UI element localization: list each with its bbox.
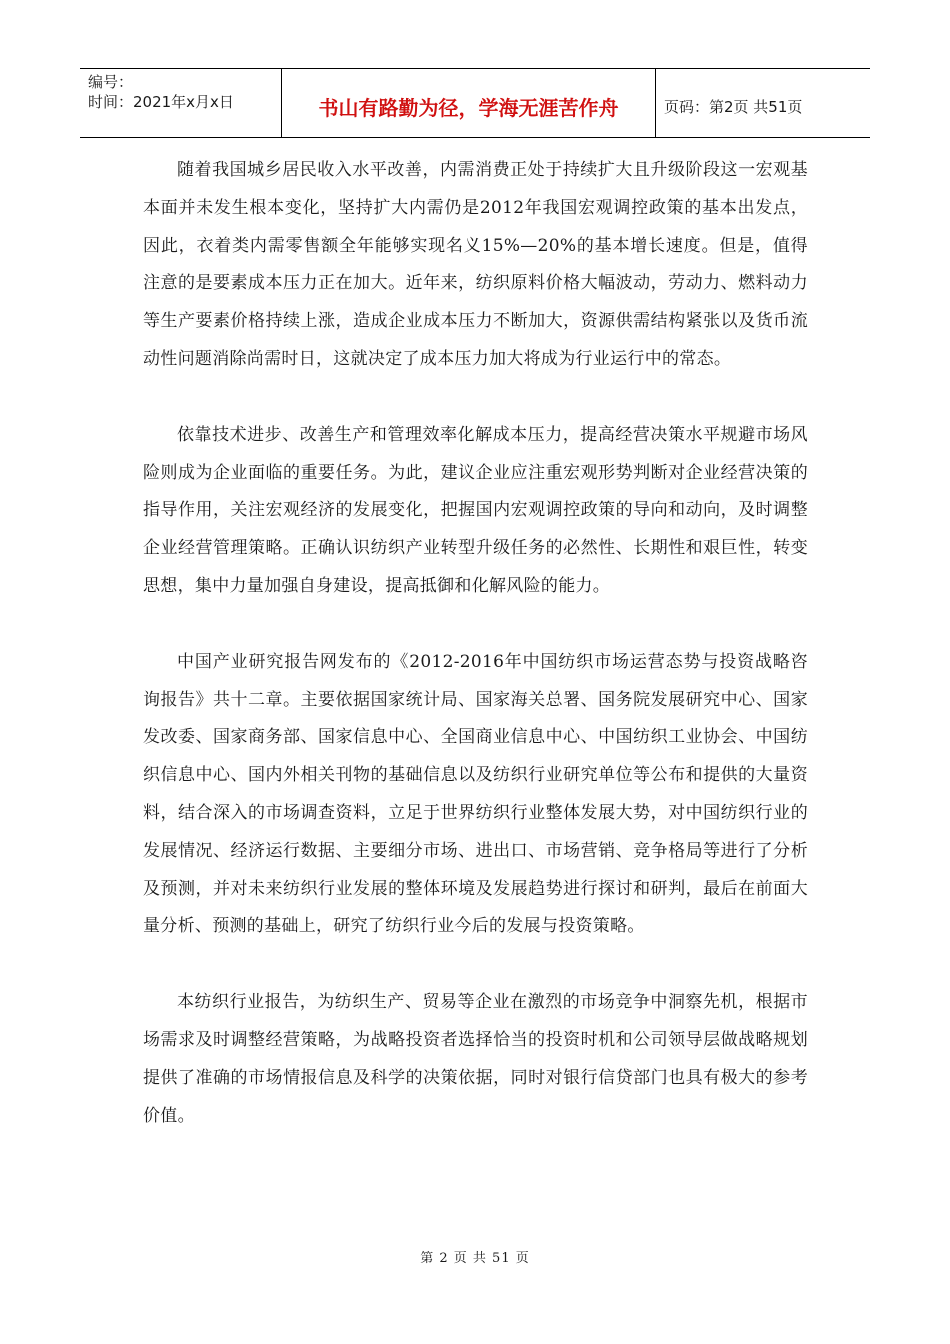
page-header bbox=[80, 68, 870, 138]
page-footer: 第 2 页 共 51 页 bbox=[420, 1251, 530, 1266]
header-page-info: 页码：第2页 共51页 bbox=[664, 97, 803, 116]
paragraph-3: 中国产业研究报告网发布的《2012-2016年中国纺织市场运营态势与投资战略咨询报告》共十二章。主要依据国家统计局、国家海关总署、国务院发展研究中心、国家发改委、国家商务部、国家信息中心、全国商业信息中心、中国纺织工业协会、中国纺织信息中心、国内外相关刊物的基础信息以及纺织行业研究单位等公布和提供的大量资料，结合深入的市场调查资料，立足于世界纺织行业整体发展大势，对中国纺织行业的发展情况、经济运行数据、主要细分市场、进出口、市场营销、竞争格局等进行了分析及预测，并对未来纺织行业发展的整体环境及发展趋势进行探讨和研判，最后在前面大量分析、预测的基础上，研究了纺织行业今后的发展与投资策略。 bbox=[143, 651, 808, 937]
paragraph-1: 随着我国城乡居民收入水平改善，内需消费正处于持续扩大且升级阶段这一宏观基本面并未发生根本变化，坚持扩大内需仍是2012年我国宏观调控政策的基本出发点，因此，衣着类内需零售额全年能够实现名义15%—20%的基本增长速度。但是，值得注意的是要素成本压力正在加大。近年来，纺织原料价格大幅波动，劳动力、燃料动力等生产要素价格持续上涨，造成企业成本压力不断加大，资源供需结构紧张以及货币流动性问题消除尚需时日，这就决定了成本压力加大将成为行业运行中的常态。 bbox=[143, 160, 808, 369]
document-body bbox=[143, 152, 808, 1173]
header-meta bbox=[80, 69, 282, 137]
document-time: 时间：2021年x月x日 bbox=[88, 93, 234, 111]
paragraph-2: 依靠技术进步、改善生产和管理效率化解成本压力，提高经营决策水平规避市场风险则成为企业面临的重要任务。为此，建议企业应注重宏观形势判断对企业经营决策的指导作用，关注宏观经济的发展变化，把握国内宏观调控政策的导向和动向，及时调整企业经营管理策略。正确认识纺织产业转型升级任务的必然性、长期性和艰巨性，转变思想，集中力量加强自身建设，提高抵御和化解风险的能力。 bbox=[143, 424, 808, 596]
paragraph-4: 本纺织行业报告，为纺织生产、贸易等企业在激烈的市场竞争中洞察先机，根据市场需求及时调整经营策略，为战略投资者选择恰当的投资时机和公司领导层做战略规划提供了准确的市场情报信息及科学的决策依据，同时对银行信贷部门也具有极大的参考价值。 bbox=[143, 992, 808, 1126]
header-motto: 书山有路勤为径，学海无涯苦作舟 bbox=[282, 69, 656, 137]
document-number: 编号： bbox=[88, 73, 134, 91]
